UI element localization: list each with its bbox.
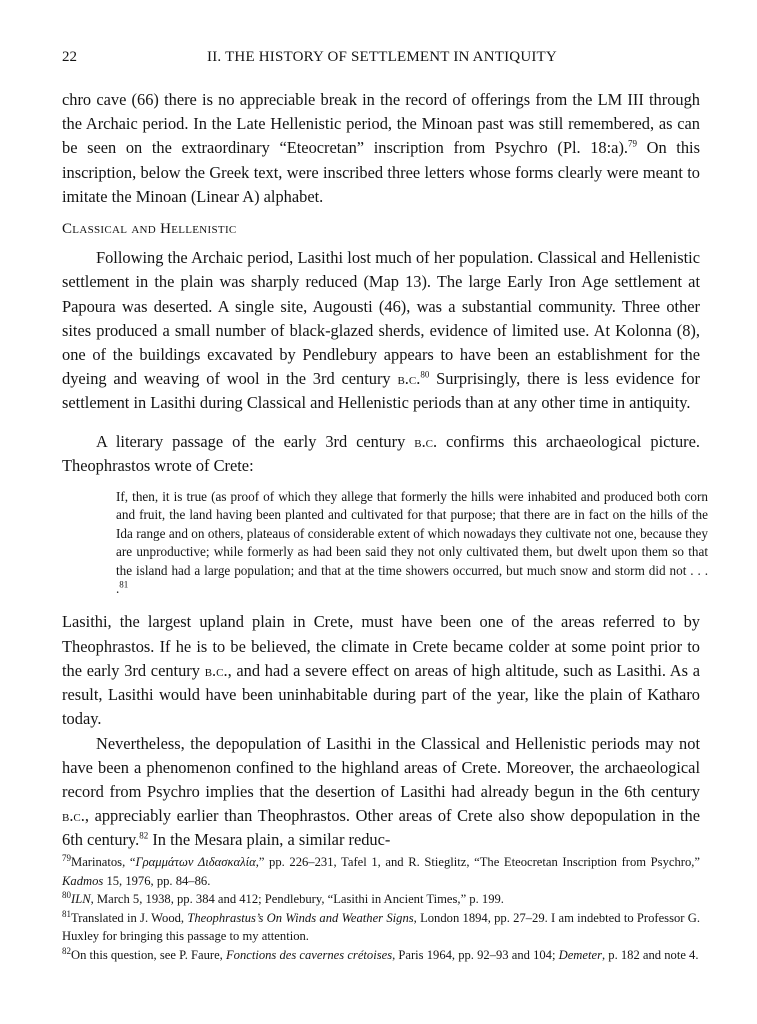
footnote: $^{81}$Translated in J. Wood, Theophrastus’s On Winds and Weather Signs, London 1894, pp. 27–29. I am indebted to Professor G. Huxley for bringing this passage to my attention.: [62, 908, 700, 944]
footnote-ref: 80: [420, 369, 430, 380]
block-quote: If, then, it is true (as proof of which they allege that formerly the hills were inhabited and produced both corn and fruit, the land having been planted and cultivated for that purpose; that there are in fact on the hills of the Ida range and on others, plateaus of considerable extent of which nowadays they cultivate not one, because they are unproductive; while formerly as had been said they not only cultivated them, but dwelt upon them so that the island had a large population; and that at the time showers occurred, but much snow and storm did not . . . .$^{81}$: [116, 489, 708, 597]
intro-paragraph: chro cave (66) there is no appreciable break in the record of offerings from the LM III through the Archaic period. In the Late Hellenistic period, the Minoan past was still remembered, as can be seen on the extraordinary “Eteocretan” inscription from Psychro (Pl. 18:a).$^{79}$ On this inscription, below the Greek text, were inscribed three letters whose forms clearly were meant to imitate the Minoan (Linear A) alphabet.: [62, 90, 700, 206]
footnote: $^{79}$Marinatos, “Γραμμάτων Διδασκαλία,” pp. 226–231, Tafel 1, and R. Stieglitz, “The Eteocretan Inscription from Psychro,” Kadmos 15, 1976, pp. 84–86.: [62, 852, 700, 888]
main-text: [62, 88, 708, 853]
footnote-ref: 81: [119, 579, 129, 590]
paragraph-classical: Following the Archaic period, Lasithi lost much of her population. Classical and Hellenistic settlement in the plain was sharply reduced (Map 13). The large Early Iron Age settlement at Papoura was deserted. A single site, Augousti (46), was a substantial community. Three other sites produced a small number of black-glazed sherds, evidence of limited use. At Kolonna (8), one of the buildings excavated by Pendlebury appears to have been an establishment for the dyeing and weaving of wool in the 3rd century b.c.$^{80}$ Surprisingly, there is less evidence for settlement in Lasithi during Classical and Hellenistic periods than at any other time in antiquity.: [62, 248, 700, 413]
footnotes: [62, 853, 700, 965]
paragraph-literary: A literary passage of the early 3rd century b.c. confirms this archaeological picture. Theophrastos wrote of Crete:: [62, 431, 700, 475]
footnote-ref: 82: [139, 830, 149, 841]
footnote: $^{80}$ILN, March 5, 1938, pp. 384 and 412; Pendlebury, “Lasithi in Ancient Times,” p. 199.: [62, 890, 504, 907]
paragraph-lasithi: Lasithi, the largest upland plain in Crete, must have been one of the areas referred to by Theophrastos. If he is to be believed, the climate in Crete became colder at some point prior to the early 3rd century b.c., and had a severe effect on areas of high altitude, such as Lasithi. As a result, Lasithi would have been uninhabitable during part of the year, like the plain of Katharo today.: [62, 612, 701, 729]
footnote: $^{82}$On this question, see P. Faure, Fonctions des cavernes crétoises, Paris 1964, pp. 92–93 and 104; Demeter, p. 182 and note 4.: [62, 945, 699, 962]
page-number: 22: [62, 49, 77, 65]
paragraph-depopulation: Nevertheless, the depopulation of Lasithi in the Classical and Hellenistic periods may not have been a phenomenon confined to the highland areas of Crete. Moreover, the archaeological record from Psychro implies that the desertion of Lasithi had already begun in the 6th century b.c., appreciably earlier than Theophrastos. Other areas of Crete also show depopulation in the 6th century.$^{82}$ In the Mesara plain, a similar reduc-: [62, 733, 700, 850]
section-heading: Classical and Hellenistic: [62, 221, 237, 238]
page-header: [62, 49, 702, 69]
footnote-ref: 79: [628, 138, 638, 149]
running-head: II. THE HISTORY OF SETTLEMENT IN ANTIQUITY: [207, 49, 557, 65]
